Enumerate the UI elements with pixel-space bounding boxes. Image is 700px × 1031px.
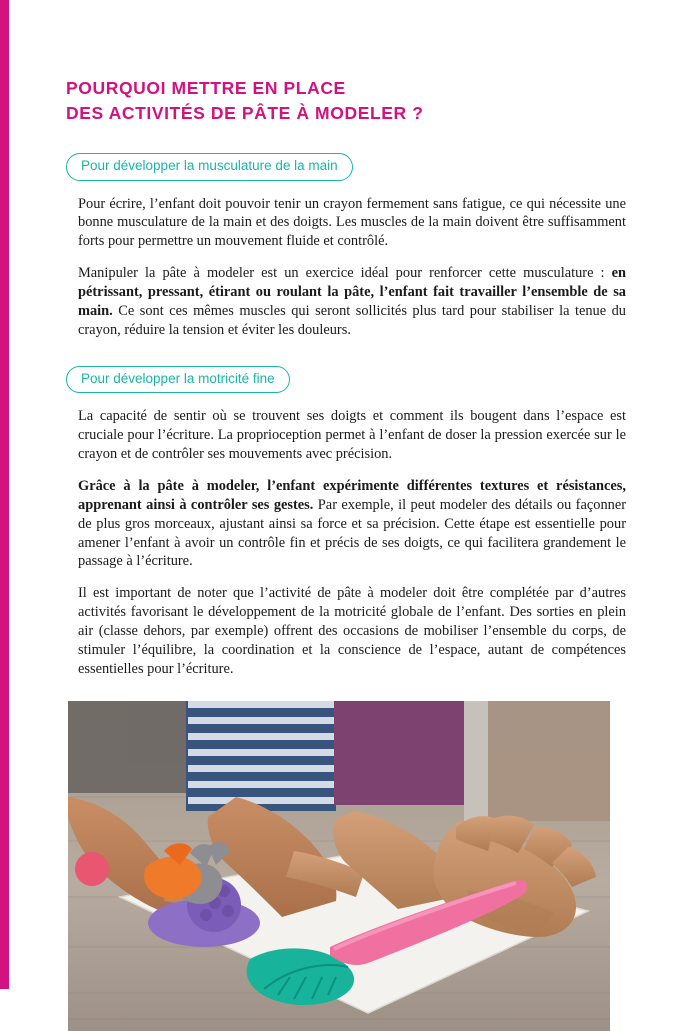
paragraph: [78, 264, 626, 339]
paragraph: [78, 407, 626, 464]
section-body-musculature: [78, 195, 626, 340]
page-content: [66, 0, 638, 1031]
section-body-motricite-fine: [78, 407, 626, 678]
section-motricite-fine: [66, 366, 638, 679]
text-run: Par exemple, il peut modeler des détails ou façonner de plus gros morceaux, ajustant ainsi sa force et sa précision. Cette étape est essentielle pour amener l’enfant à avoir un contrôle fin et précis de ses doigts, ce qui facilitera grandement le passage à l’écriture.: [78, 496, 627, 570]
page-title-line-1: POURQUOI METTRE EN PLACE: [66, 78, 346, 98]
text-run: La capacité de sentir où se trouvent ses doigts et comment ils bougent dans l’espace est cruciale pour l’écriture. La proprioception permet à l’enfant de doser la pression exercée sur le crayon et de contrôler ses mouvements avec précision.: [78, 408, 626, 463]
photo-children-modeling-clay: [68, 701, 610, 1031]
text-run: Il est important de noter que l’activité de pâte à modeler doit être complétée par d’autres activités favorisant le développement de la motricité globale de l’enfant. Des sorties en plein air (classe dehors, par exemple) offrent des occasions de mobiliser l’ensemble du corps, de stimuler l’équilibre, la coordination et la conscience de l’espace, autant de compétences essentielles pour l’écriture.: [78, 585, 626, 677]
section-musculature: [66, 153, 638, 340]
paragraph: [78, 477, 626, 571]
page-title-line-2: DES ACTIVITÉS DE PÂTE À MODELER ?: [66, 103, 424, 124]
text-run-bold: en pétrissant, pressant, étirant ou roulant la pâte, l’enfant fait travailler l’ensemble de sa main.: [78, 265, 626, 319]
paragraph: [78, 584, 626, 678]
text-run: Ce sont ces mêmes muscles qui seront sollicités plus tard pour stabiliser la tenue du crayon, réduire la tension et éviter les douleurs.: [78, 302, 626, 338]
photo-illustration: [68, 701, 610, 1031]
page-title: [66, 76, 638, 127]
text-run: Pour écrire, l’enfant doit pouvoir tenir un crayon fermement sans fatigue, ce qui nécessite une bonne musculature de la main et des doigts. Les muscles de la main doivent être suffisamment forts pour permettre un mouvement fluide et contrôlé.: [78, 195, 626, 250]
text-run: Manipuler la pâte à modeler est un exercice idéal pour renforcer cette musculature :: [78, 265, 612, 282]
section-heading-musculature: Pour développer la musculature de la main: [66, 153, 353, 181]
section-heading-motricite-fine: Pour développer la motricité fine: [66, 366, 290, 394]
paragraph: [78, 195, 626, 252]
text-run-bold: Grâce à la pâte à modeler, l’enfant expérimente différentes textures et résistances, apprenant ainsi à contrôler ses gestes.: [78, 478, 626, 513]
page-accent-bar: [0, 0, 9, 989]
